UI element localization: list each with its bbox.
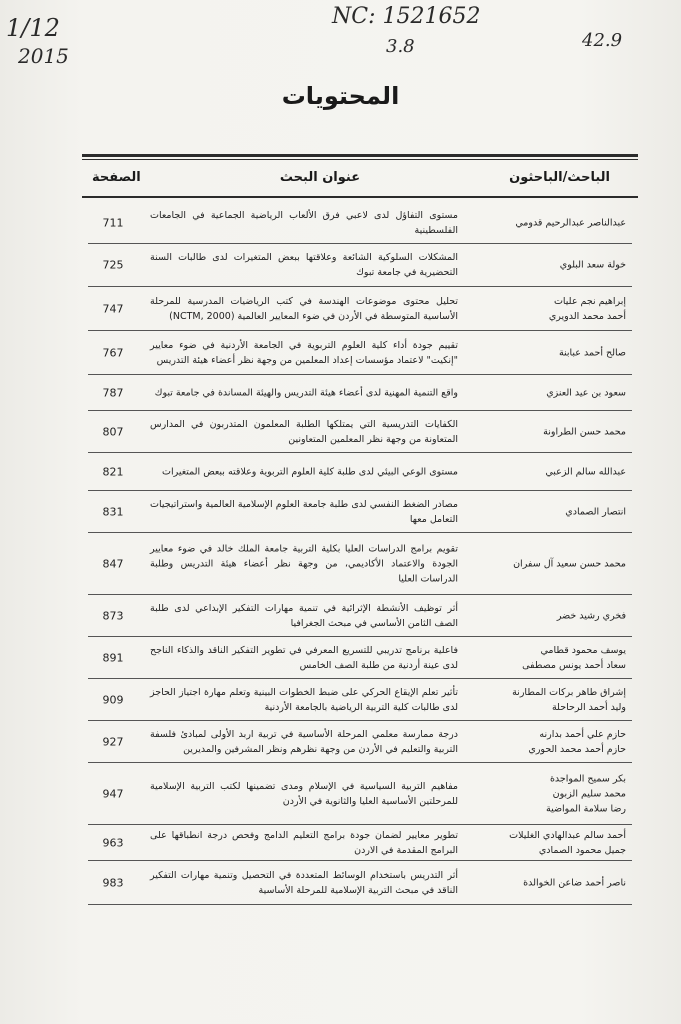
entry-author-name: يوسف محمود قطامي	[540, 644, 626, 656]
entry-author-name: أحمد سالم عبدالهادي الغليلات	[509, 829, 626, 841]
entry-author-name: إبراهيم نجم عليات	[553, 295, 626, 307]
top-rule	[82, 154, 638, 157]
entry-authors	[466, 215, 626, 230]
entry-page-number: 927	[102, 735, 124, 748]
entry-authors	[466, 643, 626, 673]
entry-title: فاعلية برنامج تدريبي للتسريع المعرفي في تطوير التفكير الناقد والذكاء الناجح لدى عينة أردنية من طلبة الصف الخامس	[150, 644, 458, 671]
entry-title: أثر التدريس باستخدام الوسائط المتعددة في التحصيل وتنمية مهارات التفكير الناقد في مبحث التربية الإسلامية للمرحلة الأساسية	[150, 869, 458, 896]
entry-author-name: وليد أحمد الرحاحلة	[551, 701, 626, 713]
entry-author-name: عبدالناصر عبدالرحيم قدومي	[515, 217, 626, 228]
entry-title: تحليل محتوى موضوعات الهندسة في كتب الرياضيات المدرسية للمرحلة الأساسية المتوسطة في الأردن في ضوء المعايير العالمية (NCTM, 2000)	[150, 295, 458, 322]
entry-author-name: أحمد محمد الدويري	[548, 310, 626, 322]
table-row	[88, 637, 632, 679]
entry-title: تطوير معايير لضمان جودة برامج التعليم الدامج وفحص درجة انطباقها على البرامج المقدمة في الاردن	[150, 829, 458, 856]
entry-authors	[466, 727, 626, 757]
entry-page-number: 873	[102, 609, 124, 622]
entry-page-number: 821	[102, 465, 124, 478]
entry-title: أثر توظيف الأنشطة الإثرائية في تنمية مهارات التفكير الإبداعي لدى طلبة الصف الثامن الأساسي في مبحث الجغرافيا	[150, 602, 458, 629]
table-row	[88, 679, 632, 721]
table-row	[88, 861, 632, 905]
entry-author-name: جميل محمود الصمادي	[538, 844, 626, 856]
entry-authors	[466, 608, 626, 623]
header-research-title: عنوان البحث	[279, 170, 361, 185]
entry-author-name: محمد سليم الزبون	[552, 788, 626, 799]
header-rule	[82, 196, 638, 198]
table-row	[88, 491, 632, 533]
entry-page-number: 947	[102, 787, 124, 800]
contents-table	[88, 202, 632, 905]
entry-authors	[466, 875, 626, 890]
entry-authors	[466, 385, 626, 400]
header-page: الصفحة	[92, 170, 141, 185]
entry-title: تأثير تعلم الإيقاع الحركي على ضبط الخطوات البينية وتعلم مهارة اجتياز الحاجز لدى طالبات كلية التربية الرياضية بالجامعة الأردنية	[150, 686, 458, 713]
entry-page-number: 725	[102, 258, 124, 272]
handwritten-note-number: NC: 1521652	[332, 4, 481, 29]
entry-authors	[466, 685, 626, 715]
entry-author-name: رضا سلامة المواضية	[546, 803, 626, 814]
entry-page-number: 983	[102, 876, 124, 889]
entry-title: تقييم جودة أداء كلية العلوم التربوية في الجامعة الأردنية في ضوء معايير "إنكيت" لاعتماد مؤسسات إعداد المعلمين من وجهة نظر أعضاء هيئة التدريس	[150, 339, 458, 366]
entry-title: مصادر الضغط النفسي لدى طلبة جامعة العلوم الإسلامية العالمية واستراتيجيات التعامل معها	[150, 498, 458, 525]
entry-author-name: ناصر أحمد ضاعن الخوالدة	[523, 877, 626, 888]
entry-authors	[466, 424, 626, 439]
entry-page-number: 909	[102, 693, 124, 706]
handwritten-note-code: 3.8	[386, 36, 415, 57]
table-row	[88, 244, 632, 287]
handwritten-note-year: 2015	[18, 44, 69, 68]
entry-author-name: بكر سميح المواجدة	[549, 773, 626, 784]
entry-page-number: 891	[102, 651, 124, 664]
entry-author-name: خولة سعد البلوي	[559, 259, 626, 271]
table-row	[88, 287, 632, 331]
entry-authors	[466, 556, 626, 571]
entry-page-number: 963	[102, 836, 124, 849]
entry-author-name: صالح أحمد عبابنة	[558, 347, 626, 358]
table-row	[88, 533, 632, 595]
handwritten-note-date: 1/12	[6, 14, 60, 42]
entry-page-number: 747	[102, 302, 124, 315]
entry-author-name: محمد حسن الطراونة	[543, 426, 626, 437]
table-row	[88, 411, 632, 453]
table-row	[88, 595, 632, 637]
entry-authors	[466, 258, 626, 273]
entry-authors	[466, 294, 626, 324]
table-row	[88, 331, 632, 375]
entry-title: تقويم برامج الدراسات العليا بكلية التربية جامعة الملك خالد في ضوء معايير الجودة والاعتماد الأكاديمي، من وجهة نظر أعضاء هيئة التدريس وطلبة الدراسات العليا	[150, 543, 458, 584]
header-author: الباحث/الباحثون	[509, 170, 610, 185]
entry-author-name: فخري رشيد خضر	[556, 610, 626, 621]
table-row	[88, 375, 632, 411]
entry-title: المشكلات السلوكية الشائعة وعلاقتها ببعض المتغيرات لدى طالبات السنة التحضيرية في جامعة تبوك	[150, 252, 458, 278]
entry-page-number: 767	[102, 346, 124, 359]
entry-authors	[466, 345, 626, 360]
entry-title: الكفايات التدريسية التي يمتلكها الطلبة المعلمون المتدربون في المدارس المتعاونة من وجهة نظر المعلمين المتعاونين	[150, 418, 458, 445]
handwritten-note-right: 42.9	[582, 30, 623, 51]
entry-author-name: حازم علي أحمد بدارنه	[539, 728, 626, 740]
entry-authors	[466, 464, 626, 479]
top-rule-thin	[82, 159, 638, 160]
entry-page-number: 711	[102, 216, 124, 229]
entry-author-name: سعود بن عيد العنزي	[546, 387, 626, 398]
table-row	[88, 202, 632, 244]
entry-page-number: 787	[102, 386, 124, 399]
entry-author-name: سعاد أحمد يونس مصطفى	[522, 659, 626, 671]
entry-authors	[466, 504, 626, 519]
table-row	[88, 453, 632, 491]
entry-page-number: 831	[102, 505, 124, 518]
entry-page-number: 807	[102, 425, 124, 438]
table-row	[88, 825, 632, 861]
entry-title: واقع التنمية المهنية لدى أعضاء هيئة التدريس والهيئة المساندة في جامعة تبوك	[154, 387, 458, 398]
entry-title: مستوى التفاؤل لدى لاعبي فرق الألعاب الرياضية الجماعية في الجامعات الفلسطينية	[150, 209, 458, 236]
entry-authors	[466, 828, 626, 858]
entry-title: مستوى الوعي البيئي لدى طلبة كلية العلوم التربوية وعلاقته ببعض المتغيرات	[162, 466, 458, 477]
entry-authors	[466, 771, 626, 816]
entry-author-name: إشراق طاهر بركات المطارنة	[512, 686, 626, 698]
table-row	[88, 763, 632, 825]
entry-author-name: عبدالله سالم الزعبي	[545, 466, 626, 477]
page-title: المحتويات	[281, 82, 400, 110]
entry-author-name: محمد حسن سعيد آل سفران	[513, 558, 626, 569]
entry-title: درجة ممارسة معلمي المرحلة الأساسية في تربية اربد الأولى لمبادئ فلسفة التربية والتعليم في الأردن من وجهة نظرهم ونظر المشرفين والمديرين	[150, 728, 458, 755]
entry-title: مفاهيم التربية السياسية في الإسلام ومدى تضمينها لكتب التربية الإسلامية للمرحلتين الأساسية العليا والثانوية في الأردن	[150, 780, 458, 807]
table-row	[88, 721, 632, 763]
entry-page-number: 847	[102, 557, 124, 570]
entry-author-name: حازم أحمد محمد الحوري	[528, 743, 626, 755]
entry-author-name: انتصار الصمادي	[565, 506, 626, 517]
